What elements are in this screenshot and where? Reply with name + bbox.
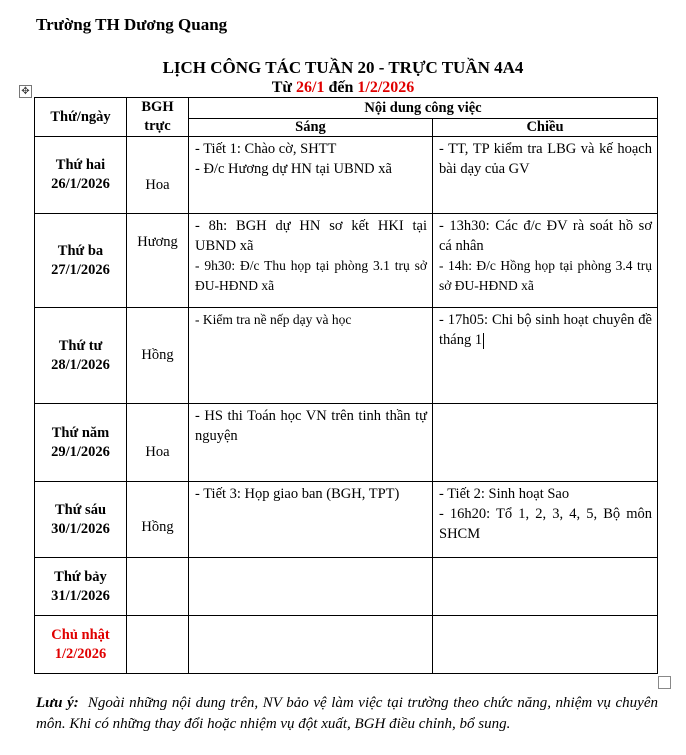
morning-cell[interactable] <box>189 308 433 404</box>
schedule-table <box>34 97 658 674</box>
header-bgh: BGH trực <box>127 98 189 137</box>
footnote <box>36 693 658 735</box>
bgh-cell: Hương <box>127 214 189 308</box>
afternoon-item: - 16h20: Tổ 1, 2, 3, 4, 5, Bộ môn SHCM <box>439 506 652 542</box>
table-row <box>35 558 658 616</box>
day-date: 27/1/2026 <box>51 261 110 278</box>
header-day: Thứ/ngày <box>35 98 127 137</box>
day-date: 30/1/2026 <box>51 520 110 537</box>
date-range-prefix: Từ <box>271 79 297 96</box>
bgh-cell: Hoa <box>127 404 189 482</box>
afternoon-item: - 13h30: Các đ/c ĐV rà soát hồ sơ cá nhân <box>439 218 652 254</box>
afternoon-item: - 17h05: Chi bộ sinh hoạt chuyên đề tháng 1 <box>439 312 652 348</box>
morning-cell[interactable] <box>189 214 433 308</box>
morning-cell[interactable] <box>189 482 433 558</box>
afternoon-item: - Tiết 2: Sinh hoạt Sao <box>439 486 570 502</box>
date-from: 26/1 <box>296 79 325 96</box>
day-name: Thứ hai <box>55 157 106 173</box>
afternoon-cell[interactable] <box>433 214 658 308</box>
morning-item: - 9h30: Đ/c Thu họp tại phòng 3.1 trụ sở ĐU-HĐND xã <box>195 258 427 293</box>
table-resize-handle-icon[interactable] <box>658 676 671 689</box>
bgh-cell: Hồng <box>127 308 189 404</box>
afternoon-cell[interactable] <box>433 404 658 482</box>
day-cell <box>35 308 127 404</box>
day-name: Thứ tư <box>58 337 103 354</box>
day-cell <box>35 214 127 308</box>
school-name: Trường TH Dương Quang <box>36 15 228 34</box>
morning-cell[interactable] <box>189 558 433 616</box>
day-name: Thứ sáu <box>54 501 107 518</box>
table-row <box>35 482 658 558</box>
table-row <box>35 308 658 404</box>
day-cell <box>35 616 127 674</box>
afternoon-cell[interactable] <box>433 482 658 558</box>
afternoon-item: - TT, TP kiểm tra LBG và kế hoạch bài dạy của GV <box>439 141 652 177</box>
morning-item: - HS thi Toán học VN trên tinh thần tự nguyện <box>195 408 427 444</box>
date-range-middle: đến <box>324 79 358 96</box>
date-to: 1/2/2026 <box>357 79 415 96</box>
day-name: Chủ nhật <box>51 626 110 643</box>
day-date: 1/2/2026 <box>54 645 107 662</box>
table-row <box>35 137 658 214</box>
morning-cell[interactable] <box>189 137 433 214</box>
day-cell <box>35 482 127 558</box>
table-move-handle-icon[interactable]: ✥ <box>19 85 32 98</box>
footnote-label: Lưu ý: <box>36 695 79 711</box>
table-row <box>35 404 658 482</box>
day-name: Thứ bảy <box>54 568 107 585</box>
day-cell <box>35 404 127 482</box>
afternoon-cell[interactable] <box>433 137 658 214</box>
day-cell <box>35 137 127 214</box>
afternoon-cell[interactable] <box>433 558 658 616</box>
bgh-cell: Hồng <box>127 482 189 558</box>
table-row <box>35 214 658 308</box>
afternoon-cell[interactable] <box>433 616 658 674</box>
header-content: Nội dung công việc <box>189 98 658 119</box>
bgh-cell <box>127 616 189 674</box>
footnote-text: Ngoài những nội dung trên, NV bảo vệ làm việc tại trường theo chức năng, nhiệm vụ chuyên môn. Khi có những thay đổi hoặc nhiệm vụ đột xuất, BGH điều chỉnh, bổ sung. <box>36 695 658 732</box>
morning-item: - 8h: BGH dự HN sơ kết HKI tại UBND xã <box>195 218 427 254</box>
day-cell <box>35 558 127 616</box>
text-cursor <box>483 333 484 349</box>
morning-item: - Tiết 3: Họp giao ban (BGH, TPT) <box>195 486 400 502</box>
header-row <box>35 98 658 119</box>
table-row <box>35 616 658 674</box>
day-name: Thứ năm <box>51 424 110 441</box>
morning-cell[interactable] <box>189 404 433 482</box>
day-name: Thứ ba <box>57 242 104 259</box>
morning-cell[interactable] <box>189 616 433 674</box>
date-range <box>0 79 686 97</box>
header-morning: Sáng <box>189 119 433 137</box>
morning-item: - Tiết 1: Chào cờ, SHTT <box>195 141 337 157</box>
day-date: 31/1/2026 <box>51 587 110 604</box>
morning-item: - Kiểm tra nề nếp dạy và học <box>195 312 352 327</box>
bgh-cell: Hoa <box>127 137 189 214</box>
afternoon-item: - 14h: Đ/c Hồng họp tại phòng 3.4 trụ sở ĐU-HĐND xã <box>439 258 652 293</box>
afternoon-cell[interactable] <box>433 308 658 404</box>
day-date: 29/1/2026 <box>51 443 110 460</box>
morning-item: - Đ/c Hương dự HN tại UBND xã <box>195 161 392 177</box>
day-date: 28/1/2026 <box>51 356 110 373</box>
bgh-cell <box>127 558 189 616</box>
header-afternoon: Chiều <box>433 119 658 137</box>
day-date: 26/1/2026 <box>51 176 110 192</box>
page-title: LỊCH CÔNG TÁC TUẦN 20 - TRỰC TUẦN 4A4 <box>162 58 524 77</box>
